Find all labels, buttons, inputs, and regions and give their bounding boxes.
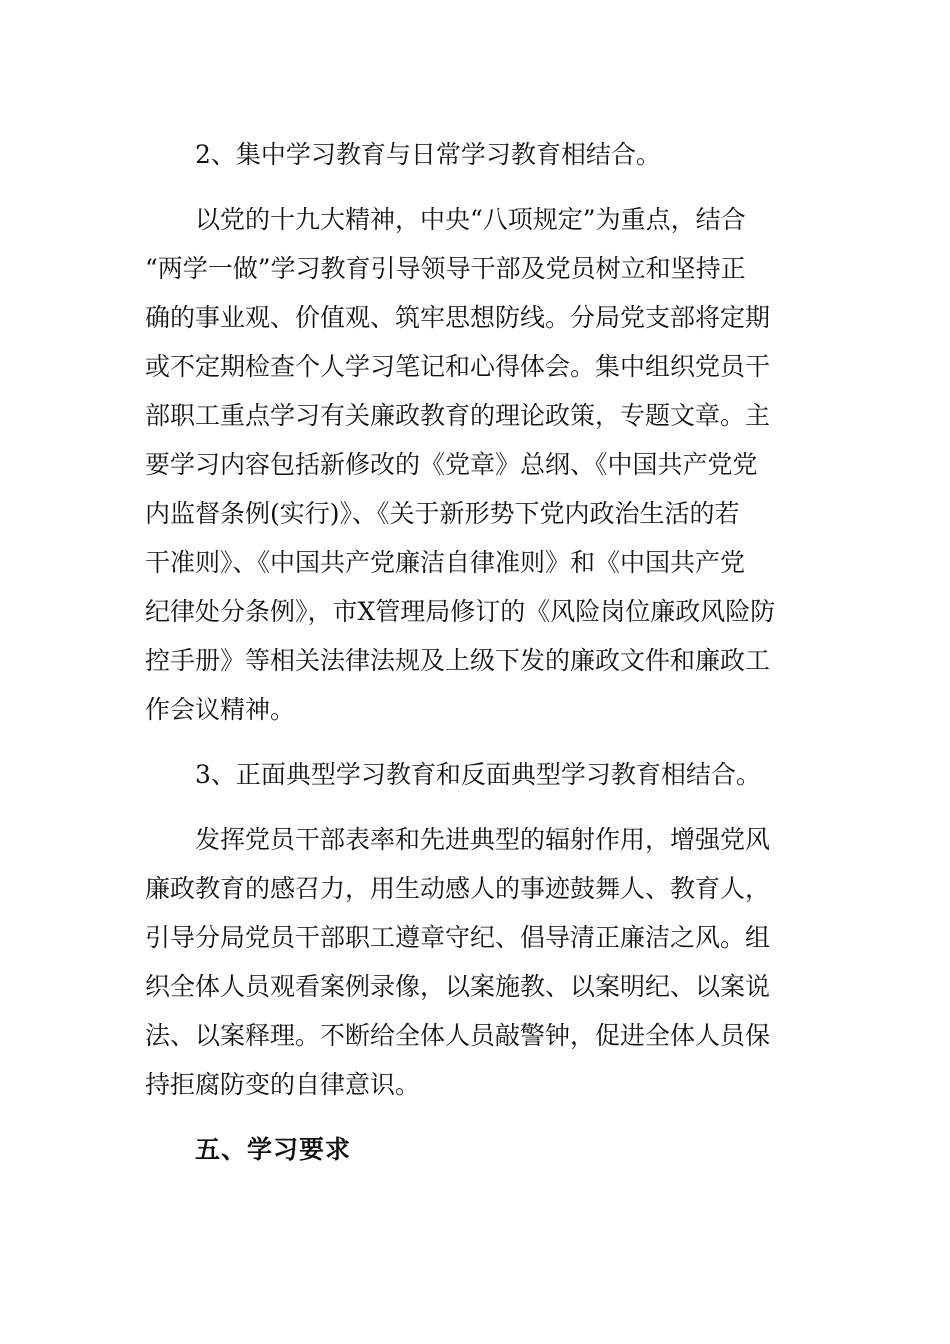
text-line: 持拒腐防变的自律意识。: [145, 1070, 421, 1099]
text-line: 廉政教育的感召力，用生动感人的事迹鼓舞人、教育人，: [145, 874, 771, 903]
text-line: 2、集中学习教育与日常学习教育相结合。: [195, 140, 661, 169]
text-line: 发挥党员干部表率和先进典型的辐射作用，增强党风: [195, 825, 771, 854]
text-line: 干准则》、《中国共产党廉洁自律准则》和《中国共产党: [145, 548, 746, 577]
text-line: 纪律处分条例》，市X管理局修订的《风险岗位廉政风险防: [145, 597, 776, 626]
text-line: 织全体人员观看案例录像，以案施教、以案明纪、以案说: [145, 972, 771, 1001]
text-line: 作会议精神。: [145, 695, 296, 724]
text-line: 法、以案释理。不断给全体人员敲警钟，促进全体人员保: [145, 1021, 771, 1050]
text-line: 3、正面典型学习教育和反面典型学习教育相结合。: [195, 760, 761, 789]
text-line: 确的事业观、价值观、筑牢思想防线。分局党支部将定期: [145, 303, 771, 332]
text-line: 控手册》等相关法律法规及上级下发的廉政文件和廉政工: [145, 646, 771, 675]
item-2-body: [145, 195, 785, 734]
item-3-title: [145, 750, 785, 799]
text-line: 以党的十九大精神，中央“八项规定”为重点，结合: [195, 205, 746, 234]
text-line: “两学一做”学习教育引导领导干部及党员树立和坚持正: [145, 254, 746, 283]
text-line: 部职工重点学习有关廉政教育的理论政策，专题文章。主: [145, 401, 771, 430]
text-line: 内监督条例(实行)》、《关于新形势下党内政治生活的若: [145, 499, 740, 528]
item-2-title: [145, 130, 785, 179]
text-line: 或不定期检查个人学习笔记和心得体会。集中组织党员干: [145, 352, 771, 381]
text-line: 引导分局党员干部职工遵章守纪、倡导清正廉洁之风。组: [145, 923, 771, 952]
item-3-body: [145, 815, 785, 1109]
text-line: 要学习内容包括新修改的《党章》总纲、《中国共产党党: [145, 450, 758, 479]
document-page: [145, 130, 785, 1174]
section-heading: 五、学习要求: [195, 1135, 352, 1164]
